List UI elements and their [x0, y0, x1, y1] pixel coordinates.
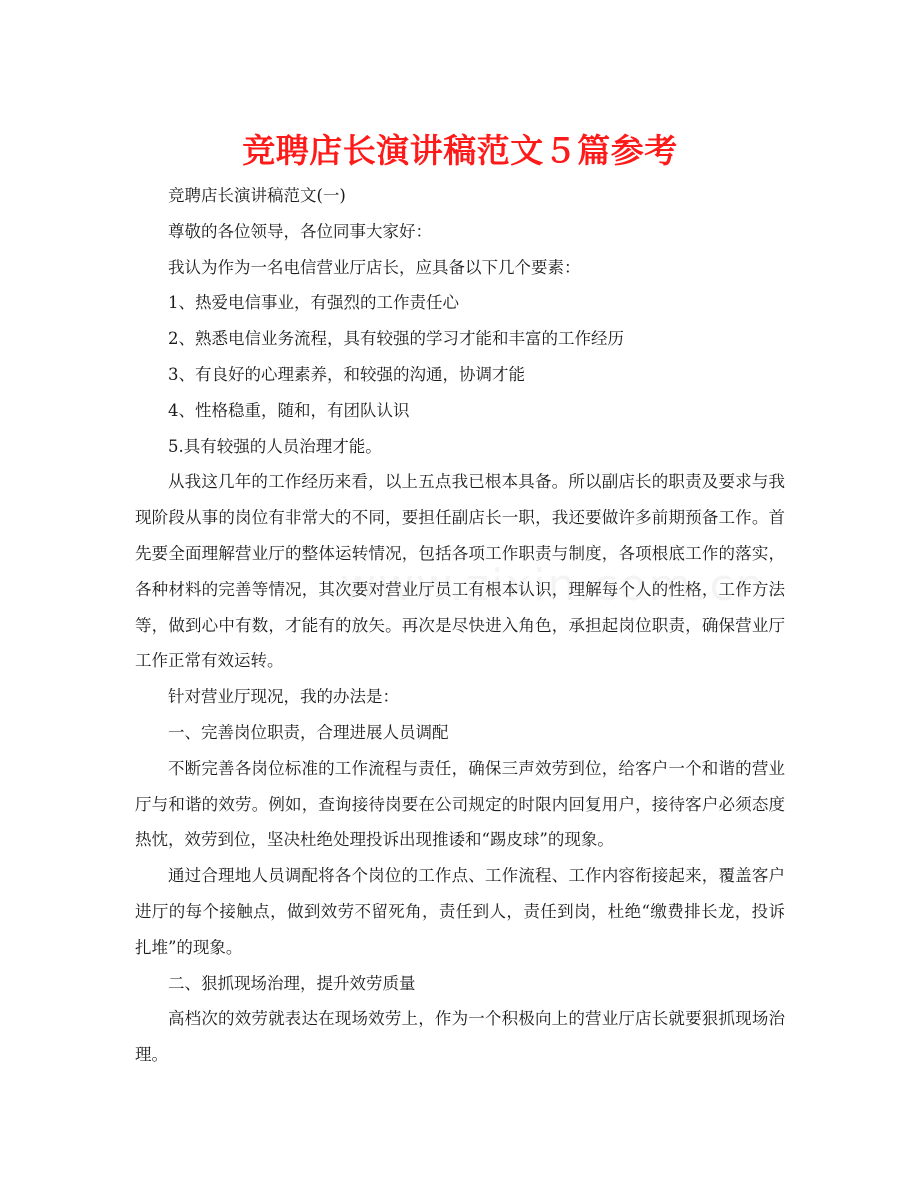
list-item: 3、有良好的心理素养，和较强的沟通，协调才能: [168, 364, 525, 384]
paragraph: 不断完善各岗位标准的工作流程与责任，确保三声效劳到位，给客户一个和谐的营业厅与和谐的效劳。例如，查询接待岗要在公司规定的时限内回复用户，接待客户必须态度热忱，效劳到位，坚决杜绝处理投诉出现推诿和“踢皮球”的现象。: [135, 758, 785, 850]
list-item: 2、熟悉电信业务流程，具有较强的学习才能和丰富的工作经历: [168, 329, 624, 349]
greeting: 尊敬的各位领导，各位同事大家好：: [168, 221, 432, 241]
list-item: 4、性格稳重，随和，有团队认识: [168, 400, 410, 420]
list-item: 1、热爱电信事业，有强烈的工作责任心: [168, 293, 459, 313]
paragraph: 针对营业厅现况，我的办法是：: [168, 687, 399, 707]
paragraph: 我认为作为一名电信营业厅店长，应具备以下几个要素：: [168, 257, 581, 277]
subheading: 一、完善岗位职责，合理进展人员调配: [168, 722, 449, 742]
paragraph: 从我这几年的工作经历来看，以上五点我已根本具备。所以副店长的职责及要求与我现阶段从事的岗位有非常大的不同，要担任副店长一职，我还要做许多前期预备工作。首先要全面理解营业厅的整体运转情况，包括各项工作职责与制度，各项根底工作的落实，各种材料的完善等情况，其次要对营业厅员工有根本认识，理解每个人的性格，工作方法等，做到心中有数，才能有的放矢。再次是尽快进入角色，承担起岗位职责，确保营业厅工作正常有效运转。: [135, 472, 785, 671]
section-heading: 竞聘店长演讲稿范文(一): [168, 186, 346, 205]
subheading: 二、狠抓现场治理，提升效劳质量: [168, 973, 416, 993]
paragraph: 高档次的效劳就表达在现场效劳上，作为一个积极向上的营业厅店长就要狠抓现场治理。: [135, 1009, 785, 1065]
document-title: 竞聘店长演讲稿范文５篇参考: [242, 131, 678, 170]
list-item: 5.具有较强的人员治理才能。: [168, 436, 382, 456]
document-body: [135, 178, 785, 1073]
paragraph: 通过合理地人员调配将各个岗位的工作点、工作流程、工作内容衔接起来，覆盖客户进厅的每个接触点，做到效劳不留死角，责任到人，责任到岗，杜绝“缴费排长龙，投诉扎堆”的现象。: [135, 866, 785, 957]
